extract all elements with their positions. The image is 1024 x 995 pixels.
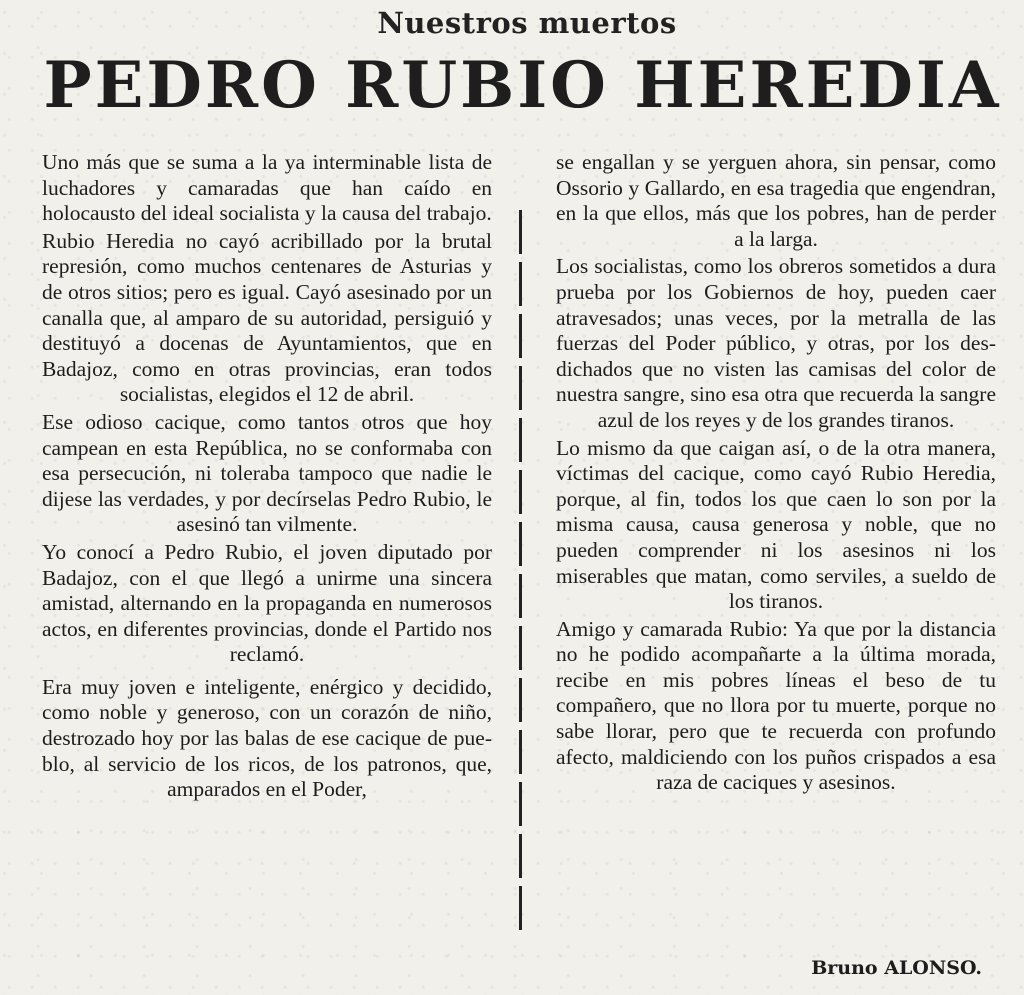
- paragraph: Los socialistas, como los obreros sometidos a dura prueba por los Gobiernos de hoy, pueden caer atravesados; unas veces, por la metralla de las fuerzas del Poder público, y otras, por los desdichados que no visten las camisas del color de nuestra sangre, sino esa otra que recuerda la sangre azul de los reyes y de los grandes tiranos.: [556, 254, 996, 432]
- paragraph: Ese odioso cacique, como tantos otros que hoy campean en esta República, no se conformaba con esa persecución, ni toleraba tampoco que nadie le dijese las verdades, y por decírselas Pedro Rubio, le asesinó tan vilmente.: [42, 409, 492, 537]
- paragraph: Amigo y camarada Rubio: Ya que por la distancia no he podido acompañarte a la última morada, recibe en mis pobres líneas el beso de tu compañero, que no llora por tu muerte, porque no sabe llorar, pero que te recuerda con profundo afecto, maldiciendo con los puños crispados a esa raza de caciques y asesinos.: [556, 616, 996, 795]
- article-column-right: [556, 150, 996, 798]
- paragraph: Rubio Heredia no cayó acribillado por la brutal represión, como muchos centenares de Asturias y de otros sitios; pero es igual. Cayó asesinado por un canalla que, al amparo de su autoridad, persiguió y destituyó a docenas de Ayuntamientos, que en Badajoz, como en otras provincias, eran todos socialistas, elegidos el 12 de abril.: [42, 228, 492, 407]
- author-signature: Bruno ALONSO.: [811, 957, 982, 979]
- paragraph: Yo conocí a Pedro Rubio, el joven diputado por Badajoz, con el que llegó a unirme una sincera amistad, alternando en la propaganda en numerosos actos, en diferentes provincias, donde el Partido nos reclamó.: [42, 539, 492, 667]
- paragraph: Lo mismo da que caigan así, o de la otra manera, víctimas del cacique, como cayó Rubio Heredia, porque, al fin, todos los que caen lo son por la misma causa, causa generosa y noble, que no pueden comprender ni los asesinos ni los miserables que matan, como serviles, a sueldo de los tiranos.: [556, 435, 996, 614]
- paragraph: Uno más que se suma a la ya interminable lista de luchadores y camaradas que han caído en holocausto del ideal socialista y la causa del trabajo.: [42, 150, 492, 226]
- paragraph: Era muy joven e inteligente, enérgico y decidido, como noble y generoso, con un corazón de niño, destrozado hoy por las balas de ese cacique de pueblo, al servicio de los ricos, de los patronos, que, amparados en el Poder,: [42, 674, 492, 802]
- section-kicker: Nuestros muertos: [377, 6, 677, 40]
- paragraph: se engallan y se yerguen ahora, sin pensar, como Ossorio y Gallardo, en esa tragedia que engendran, en la que ellos, más que los pobres, han de perder a la larga.: [556, 150, 996, 251]
- article-column-left: [42, 150, 492, 805]
- article-headline: PEDRO RUBIO HEREDIA: [43, 48, 1002, 123]
- column-divider: [519, 210, 522, 935]
